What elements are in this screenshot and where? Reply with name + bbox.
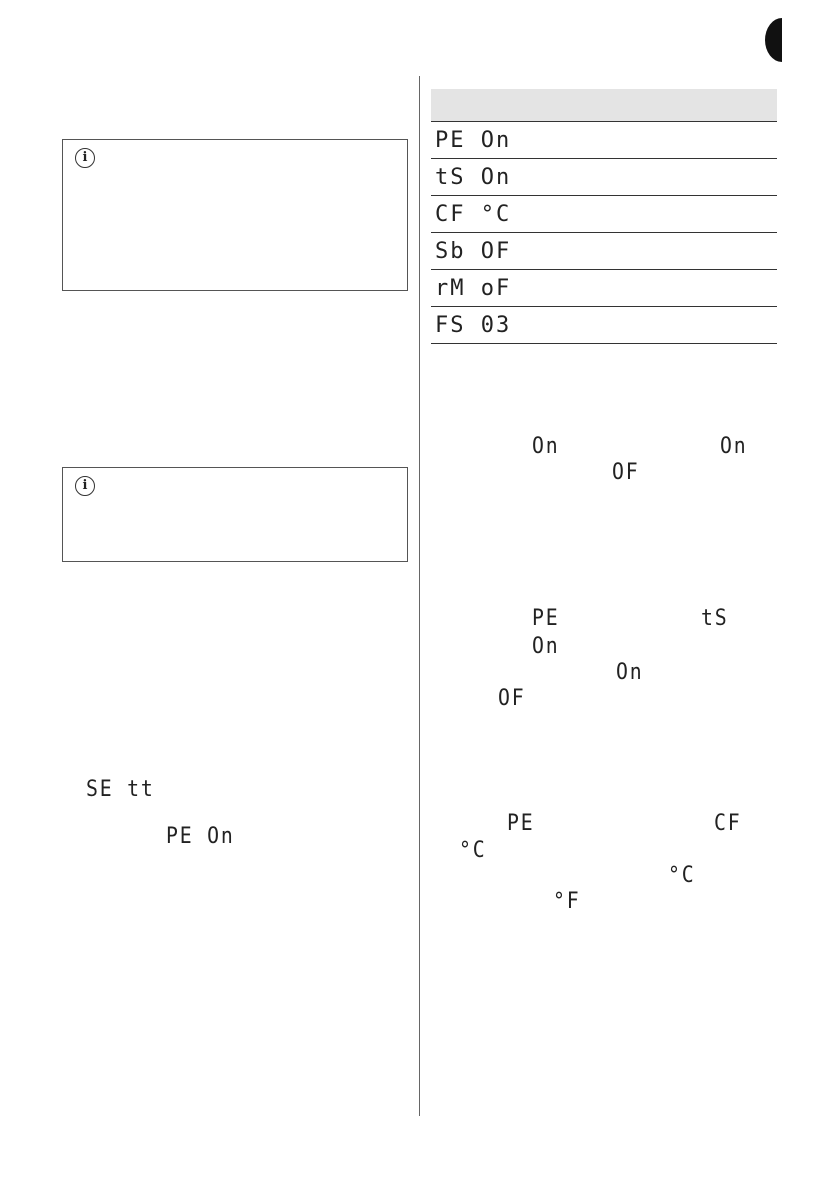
table-row xyxy=(431,233,777,270)
display-code: OF xyxy=(612,460,640,485)
table-header-row xyxy=(431,89,777,122)
display-code: °C xyxy=(668,863,696,888)
display-code-first: PE On xyxy=(166,824,235,849)
display-code: On xyxy=(720,434,748,459)
table-cell-code: PE On xyxy=(431,122,777,159)
display-code-setup: SE tt xyxy=(86,777,155,802)
display-code: tS xyxy=(701,606,729,631)
display-code: °F xyxy=(553,889,581,914)
table-cell-code: FS 03 xyxy=(431,307,777,344)
info-note-box-2 xyxy=(62,467,408,562)
info-note-box-1 xyxy=(62,139,408,291)
display-codes-table xyxy=(431,89,777,344)
display-code: PE xyxy=(507,811,535,836)
table-cell-code: tS On xyxy=(431,159,777,196)
display-code: °C xyxy=(459,838,487,863)
table-row xyxy=(431,270,777,307)
table-cell-code: rM oF xyxy=(431,270,777,307)
table-row xyxy=(431,122,777,159)
display-code: On xyxy=(532,434,560,459)
display-code: PE xyxy=(532,606,560,631)
table-row xyxy=(431,196,777,233)
column-divider xyxy=(419,76,420,1116)
display-code: OF xyxy=(498,686,526,711)
info-icon: i xyxy=(75,148,95,168)
display-code: On xyxy=(532,634,560,659)
display-code: CF xyxy=(714,811,742,836)
info-icon: i xyxy=(75,476,95,496)
table-row xyxy=(431,307,777,344)
table-cell-code: CF °C xyxy=(431,196,777,233)
table-row xyxy=(431,159,777,196)
display-code: On xyxy=(616,660,644,685)
page-edge-tab xyxy=(765,18,782,62)
table-cell-code: Sb OF xyxy=(431,233,777,270)
